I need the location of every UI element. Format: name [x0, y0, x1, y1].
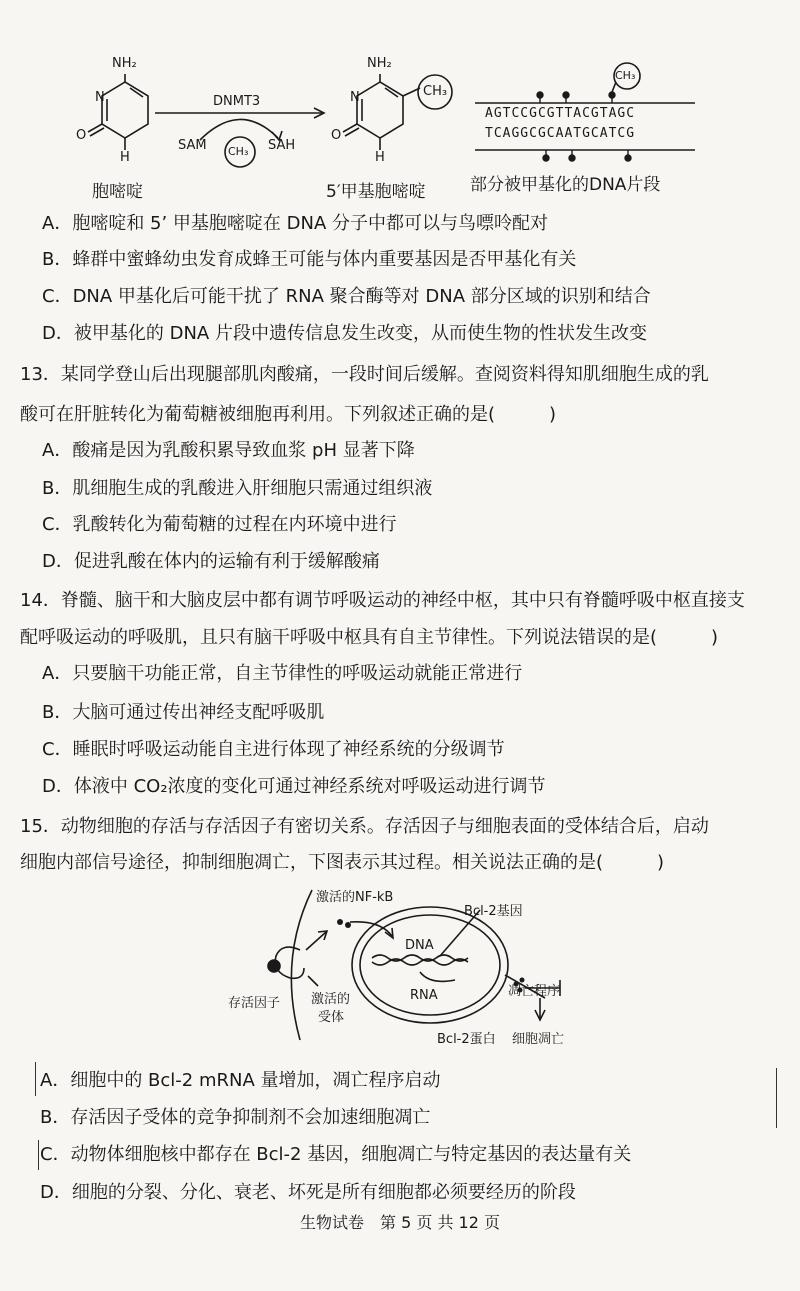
dna-label: DNA: [405, 938, 434, 953]
scan-edge-mark-left-2: [38, 1140, 39, 1170]
nh2-label-left: NH₂: [112, 56, 137, 71]
dna-top-strand: AGTCCGCGTTACGTAGC: [485, 106, 636, 121]
cell-pathway-diagram: [0, 880, 800, 1080]
apoptosis-label: 细胞凋亡: [512, 1032, 565, 1047]
sah-label: SAH: [268, 138, 296, 153]
q15-option-d: D．细胞的分裂、分化、衰老、坏死是所有细胞都必须要经历的阶段: [40, 1182, 576, 1203]
nitrogen-label-left: N: [95, 90, 105, 105]
activated-receptor-label-1: 激活的: [311, 992, 351, 1007]
oxygen-label-left: O: [76, 128, 87, 143]
q14-stem-line1: 14．脊髓、脑干和大脑皮层中都有调节呼吸运动的神经中枢，其中只有脊髓呼吸中枢直接支: [20, 590, 745, 611]
q15-option-c: C．动物体细胞核中都存在 Bcl-2 基因，细胞凋亡与特定基因的表达量有关: [40, 1144, 632, 1165]
apoptosis-program-label: 凋亡程序: [508, 984, 561, 999]
hydrogen-label-left: H: [120, 150, 130, 165]
survival-factor-label: 存活因子: [228, 996, 281, 1011]
q12-option-d: D．被甲基化的 DNA 片段中遗传信息发生改变，从而使生物的性状发生改变: [42, 323, 647, 344]
q13-option-a: A．酸痛是因为乳酸积累导致血浆 pH 显著下降: [42, 440, 415, 461]
methylcytosine-caption: 5′甲基胞嘧啶: [326, 182, 426, 202]
dna-fragment-caption: 部分被甲基化的DNA片段: [470, 175, 661, 195]
q14-option-d: D．体液中 CO₂浓度的变化可通过神经系统对呼吸运动进行调节: [42, 776, 546, 797]
cytosine-caption: 胞嘧啶: [92, 182, 143, 202]
ch3-methyl-label: CH₃: [423, 84, 448, 99]
nitrogen-label-right: N: [350, 90, 360, 105]
q13-option-c: C．乳酸转化为葡萄糖的过程在内环境中进行: [42, 514, 397, 535]
nh2-label-right: NH₂: [367, 56, 392, 71]
scan-edge-mark-left: [35, 1062, 36, 1096]
q13-option-b: B．肌细胞生成的乳酸进入肝细胞只需通过组织液: [42, 478, 433, 499]
page-footer: 生物试卷 第 5 页 共 12 页: [300, 1213, 500, 1232]
q14-option-c: C．睡眠时呼吸运动能自主进行体现了神经系统的分级调节: [42, 739, 505, 760]
q12-option-c: C．DNA 甲基化后可能干扰了 RNA 聚合酶等对 DNA 部分区域的识别和结合: [42, 286, 651, 307]
q15-option-a: A．细胞中的 Bcl-2 mRNA 量增加，凋亡程序启动: [40, 1070, 441, 1091]
q12-option-a: A．胞嘧啶和 5’ 甲基胞嘧啶在 DNA 分子中都可以与鸟嘌呤配对: [42, 213, 549, 234]
ch3-dna-label: CH₃: [615, 69, 636, 82]
rna-label: RNA: [410, 988, 438, 1003]
cytosine-structure: [0, 0, 800, 200]
q13-stem-line2: 酸可在肝脏转化为葡萄糖被细胞再利用。下列叙述正确的是( ): [20, 404, 557, 425]
sam-label: SAM: [178, 138, 207, 153]
ch3-circle-label: CH₃: [228, 145, 249, 158]
q14-stem-line2: 配呼吸运动的呼吸肌，且只有脑干呼吸中枢具有自主节律性。下列说法错误的是( ): [20, 627, 719, 648]
q13-stem-line1: 13．某同学登山后出现腿部肌肉酸痛，一段时间后缓解。查阅资料得知肌细胞生成的乳: [20, 364, 709, 385]
hydrogen-label-right: H: [375, 150, 385, 165]
q14-option-a: A．只要脑干功能正常，自主节律性的呼吸运动就能正常进行: [42, 663, 523, 684]
oxygen-label-right: O: [331, 128, 342, 143]
bcl2-gene-label: Bcl-2基因: [464, 904, 523, 919]
dna-bottom-strand: TCAGGCGCAATGCATCG: [485, 126, 636, 141]
q15-stem-line1: 15．动物细胞的存活与存活因子有密切关系。存活因子与细胞表面的受体结合后，启动: [20, 816, 709, 837]
scan-edge-mark-right: [776, 1068, 777, 1128]
q12-option-b: B．蜂群中蜜蜂幼虫发育成蜂王可能与体内重要基因是否甲基化有关: [42, 249, 577, 270]
nfkb-label: 激活的NF-kB: [316, 890, 394, 905]
q15-option-b: B．存活因子受体的竞争抑制剂不会加速细胞凋亡: [40, 1107, 431, 1128]
enzyme-label: DNMT3: [213, 94, 261, 109]
bcl2-protein-label: Bcl-2蛋白: [437, 1032, 496, 1047]
q15-stem-line2: 细胞内部信号途径，抑制细胞凋亡，下图表示其过程。相关说法正确的是( ): [20, 852, 665, 873]
activated-receptor-label-2: 受体: [318, 1010, 345, 1025]
q13-option-d: D．促进乳酸在体内的运输有利于缓解酸痛: [42, 551, 380, 572]
q14-option-b: B．大脑可通过传出神经支配呼吸肌: [42, 702, 325, 723]
